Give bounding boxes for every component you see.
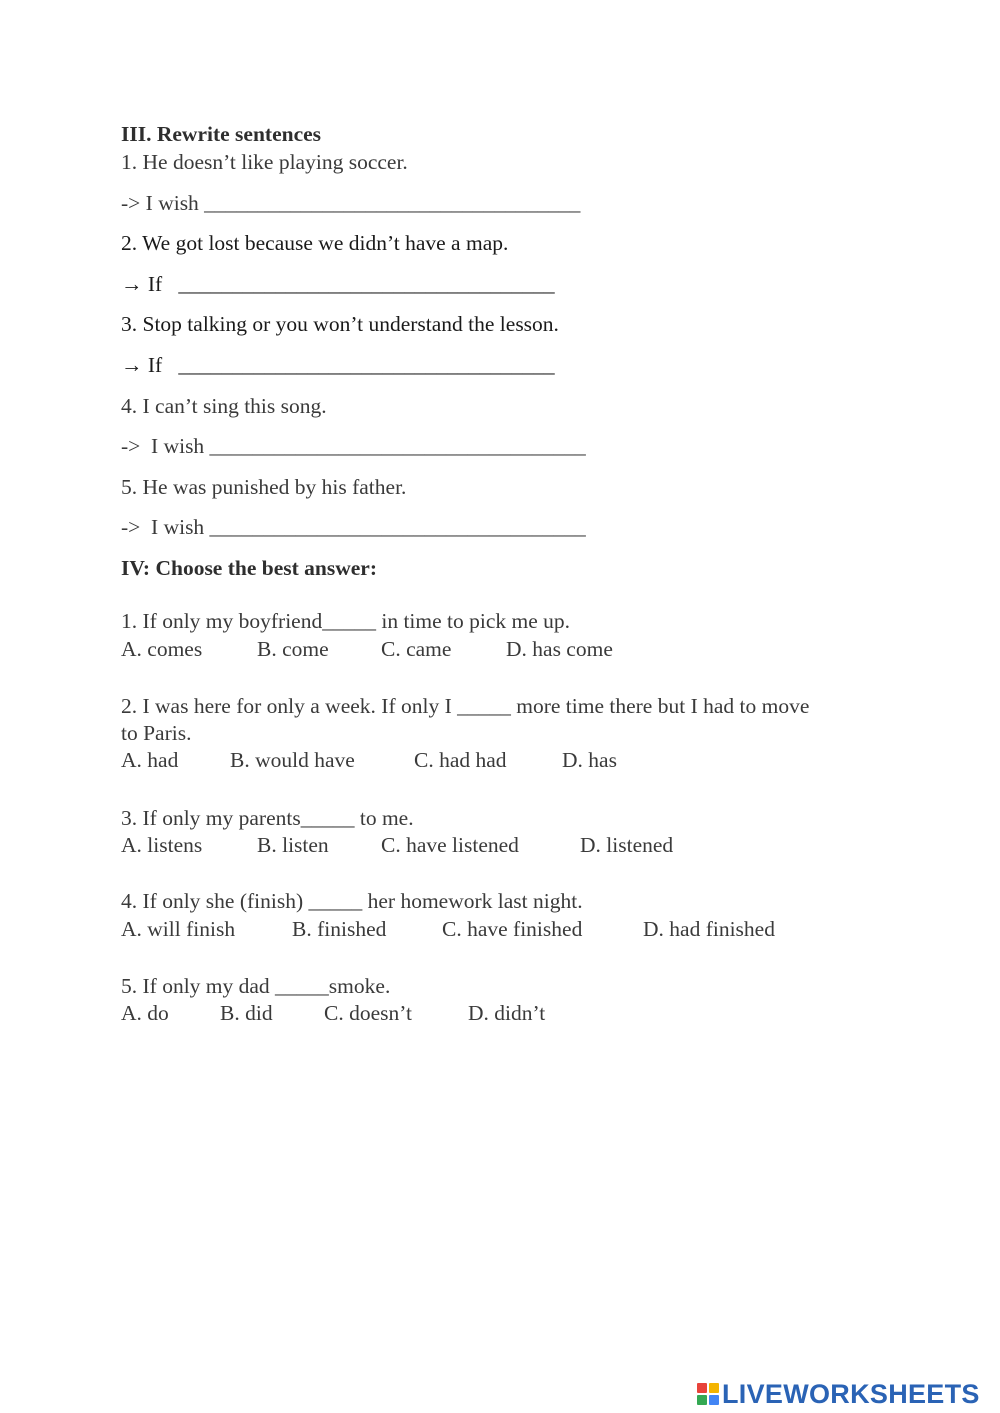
q4-option-c[interactable]: C. have finished (442, 917, 583, 941)
rewrite-prompt-5: 5. He was punished by his father. (121, 475, 407, 499)
q4-option-b[interactable]: B. finished (292, 917, 387, 941)
q5-option-b[interactable]: B. did (220, 1001, 273, 1025)
section-3-heading: III. Rewrite sentences (121, 122, 322, 146)
q1-option-c[interactable]: C. came (381, 637, 452, 661)
rewrite-prompt-3: 3. Stop talking or you won’t understand the lesson. (121, 312, 559, 336)
q3-option-b[interactable]: B. listen (257, 833, 329, 857)
q1-option-a[interactable]: A. comes (121, 637, 203, 661)
q3-option-c[interactable]: C. have listened (381, 833, 519, 857)
q2-option-c[interactable]: C. had had (414, 748, 507, 772)
question-5: 5. If only my dad _____smoke. (121, 974, 391, 998)
rewrite-prompt-2: 2. We got lost because we didn’t have a map. (121, 231, 509, 255)
question-2-continued: to Paris. (121, 721, 192, 745)
q3-option-d[interactable]: D. listened (580, 833, 674, 857)
q4-option-a[interactable]: A. will finish (121, 917, 236, 941)
rewrite-prompt-1: 1. He doesn’t like playing soccer. (121, 150, 408, 174)
q5-option-c[interactable]: C. doesn’t (324, 1001, 412, 1025)
q1-option-b[interactable]: B. come (257, 637, 329, 661)
question-3: 3. If only my parents_____ to me. (121, 806, 414, 830)
section-4-heading: IV: Choose the best answer: (121, 556, 378, 580)
rewrite-answer-3[interactable]: → If ___________________________________ (121, 353, 555, 377)
q1-option-d[interactable]: D. has come (506, 637, 613, 661)
rewrite-answer-4[interactable]: -> I wish ___________________________________ (121, 434, 586, 458)
rewrite-answer-1[interactable]: -> I wish ___________________________________ (121, 191, 581, 215)
question-2: 2. I was here for only a week. If only I _____ more time there but I had to move (121, 694, 810, 718)
question-1: 1. If only my boyfriend_____ in time to pick me up. (121, 609, 571, 633)
q2-option-b[interactable]: B. would have (230, 748, 355, 772)
q4-option-d[interactable]: D. had finished (643, 917, 775, 941)
q2-option-a[interactable]: A. had (121, 748, 179, 772)
q5-option-a[interactable]: A. do (121, 1001, 169, 1025)
brand-name: LIVEWORKSHEETS (722, 1378, 980, 1409)
q3-option-a[interactable]: A. listens (121, 833, 203, 857)
rewrite-prompt-4: 4. I can’t sing this song. (121, 394, 327, 418)
liveworksheets-grid-icon (697, 1383, 719, 1405)
rewrite-answer-2[interactable]: → If ___________________________________ (121, 272, 555, 296)
question-4: 4. If only she (finish) _____ her homework last night. (121, 889, 583, 913)
q5-option-d[interactable]: D. didn’t (468, 1001, 546, 1025)
q2-option-d[interactable]: D. has (562, 748, 617, 772)
rewrite-answer-5[interactable]: -> I wish ___________________________________ (121, 515, 586, 539)
liveworksheets-logo (697, 1379, 980, 1409)
